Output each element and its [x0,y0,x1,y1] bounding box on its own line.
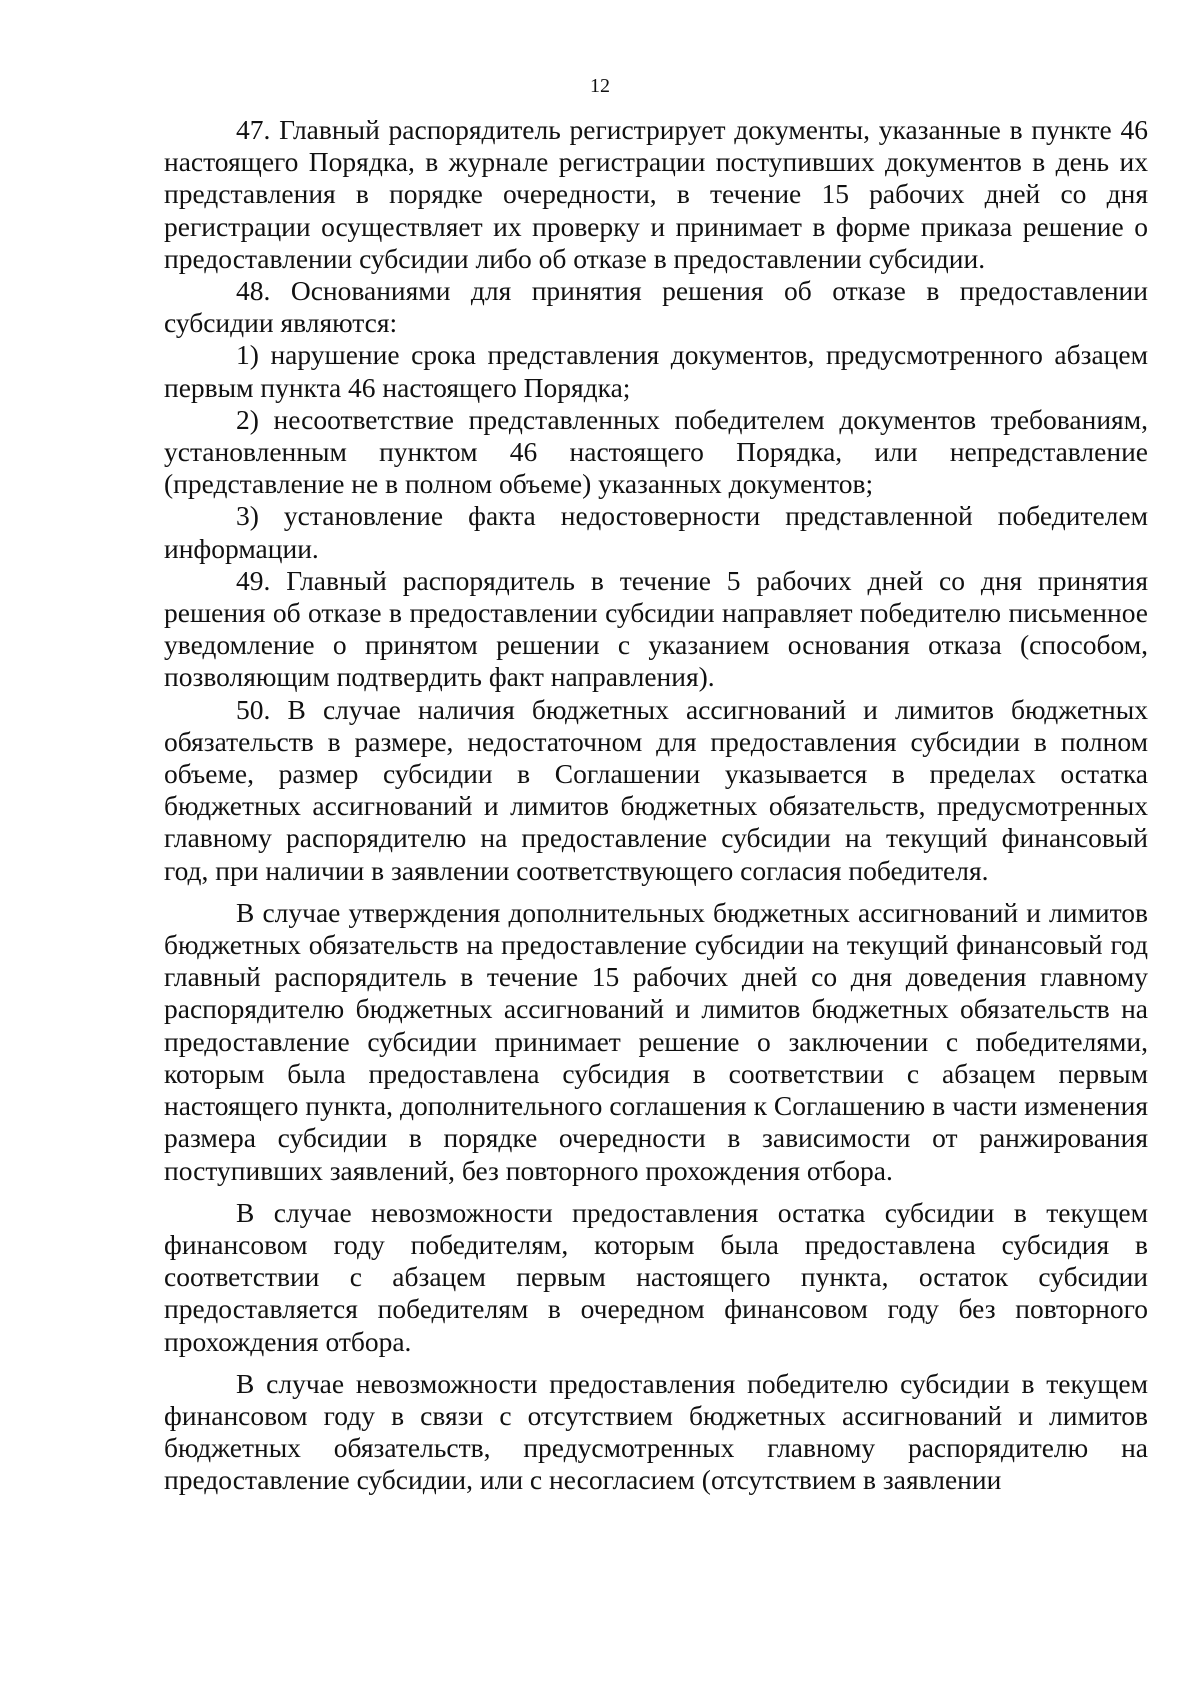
paragraph-47: 47. Главный распорядитель регистрирует документы, указанные в пункте 46 настоящего Порядка, в журнале регистрации поступивших документов в день их представления в порядке очередности, в течение 15 рабочих дней со дня регистрации осуществляет их проверку и принимает в форме приказа решение о предоставлении субсидии либо об отказе в предоставлении субсидии. [164,114,1148,274]
paragraph-48-item-1: 1) нарушение срока представления документов, предусмотренного абзацем первым пункта 46 настоящего Порядка; [164,339,1148,403]
paragraph-49: 49. Главный распорядитель в течение 5 рабочих дней со дня принятия решения об отказе в предоставлении субсидии направляет победителю письменное уведомление о принятом решении с указанием основания отказа (способом, позволяющим подтвердить факт направления). [164,564,1148,693]
paragraph-48-item-3: 3) установление факта недостоверности представленной победителем информации. [164,500,1148,564]
paragraph-50: 50. В случае наличия бюджетных ассигнований и лимитов бюджетных обязательств в размере, недостаточном для предоставления субсидии в полном объеме, размер субсидии в Соглашении указывается в пределах остатка бюджетных ассигнований и лимитов бюджетных обязательств, предусмотренных главному распорядителю на предоставление субсидии на текущий финансовый год, при наличии в заявлении соответствующего согласия победителя. [164,693,1148,886]
paragraph-48-item-2: 2) несоответствие представленных победителем документов требованиям, установленным пунктом 46 настоящего Порядка, или непредставление (представление не в полном объеме) указанных документов; [164,403,1148,500]
paragraph-50-part-4: В случае невозможности предоставления победителю субсидии в текущем финансовом году в связи с отсутствием бюджетных ассигнований и лимитов бюджетных обязательств, предусмотренных главному распорядителю на предоставление субсидии, или с несогласием (отсутствием в заявлении [164,1367,1148,1496]
paragraph-50-part-3: В случае невозможности предоставления остатка субсидии в текущем финансовом году победителям, которым была предоставлена субсидия в соответствии с абзацем первым настоящего пункта, остаток субсидии предоставляется победителям в очередном финансовом году без повторного прохождения отбора. [164,1196,1148,1357]
paragraph-48: 48. Основаниями для принятия решения об отказе в предоставлении субсидии являются: [164,275,1148,339]
document-body [164,114,1148,1497]
paragraph-50-part-2: В случае утверждения дополнительных бюджетных ассигнований и лимитов бюджетных обязательств на предоставление субсидии на текущий финансовый год главный распорядитель в течение 15 рабочих дней со дня доведения главному распорядителю бюджетных ассигнований и лимитов бюджетных обязательств на предоставление субсидии принимает решение о заключении с победителями, которым была предоставлена субсидия в соответствии с абзацем первым настоящего пункта, дополнительного соглашения к Соглашению в части изменения размера субсидии в порядке очередности в зависимости от ранжирования поступивших заявлений, без повторного прохождения отбора. [164,896,1148,1186]
page-number: 12 [590,75,610,97]
